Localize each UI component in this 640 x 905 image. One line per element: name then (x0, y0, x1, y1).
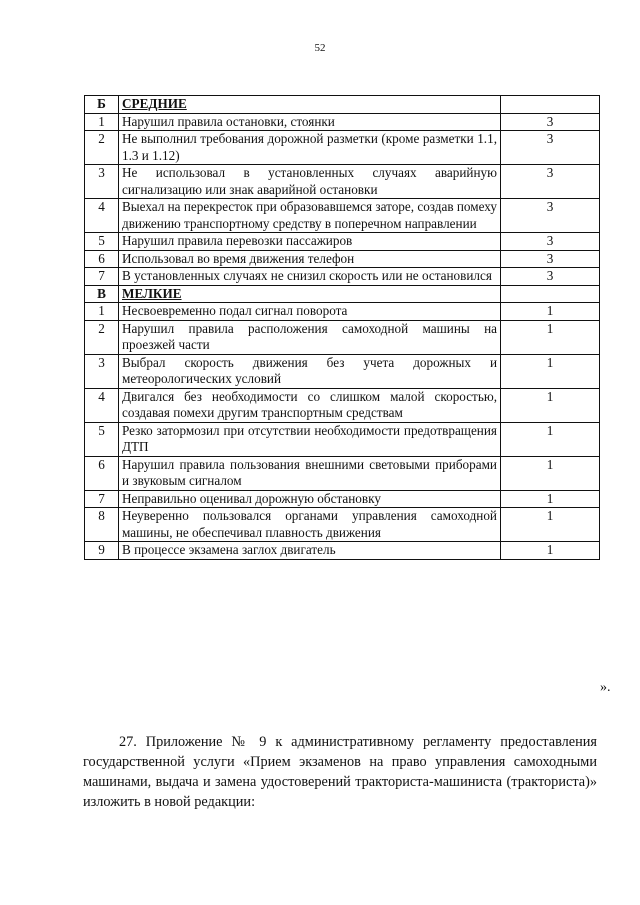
row-number: 1 (85, 113, 119, 131)
table-row (85, 490, 600, 508)
penalty-points: 3 (501, 131, 600, 165)
amendment-paragraph (83, 732, 597, 812)
penalty-points: 3 (501, 250, 600, 268)
table-row (85, 456, 600, 490)
penalty-points: 1 (501, 508, 600, 542)
row-number: 6 (85, 250, 119, 268)
violation-description: Нарушил правила перевозки пассажиров (119, 233, 501, 251)
violation-description: Резко затормозил при отсутствии необходимости предотвращения ДТП (119, 422, 501, 456)
penalty-points: 1 (501, 354, 600, 388)
row-number: 1 (85, 303, 119, 321)
penalty-points: 1 (501, 303, 600, 321)
violation-description: Неправильно оценивал дорожную обстановку (119, 490, 501, 508)
row-number: 5 (85, 422, 119, 456)
section-title: СРЕДНИЕ (119, 96, 501, 114)
violation-description: Несвоевременно подал сигнал поворота (119, 303, 501, 321)
section-score-cell (501, 285, 600, 303)
row-number: 6 (85, 456, 119, 490)
penalty-points: 1 (501, 422, 600, 456)
penalty-points: 1 (501, 542, 600, 560)
penalty-points: 3 (501, 268, 600, 286)
violation-description: Нарушил правила остановки, стоянки (119, 113, 501, 131)
violation-description: В установленных случаях не снизил скорость или не остановился (119, 268, 501, 286)
page-number: 52 (314, 42, 326, 54)
violations-table-body (85, 96, 600, 560)
row-number: 5 (85, 233, 119, 251)
row-number: 7 (85, 268, 119, 286)
row-number: 3 (85, 165, 119, 199)
violation-description: Не выполнил требования дорожной разметки (кроме разметки 1.1, 1.3 и 1.12) (119, 131, 501, 165)
row-number: 7 (85, 490, 119, 508)
violation-description: В процессе экзамена заглох двигатель (119, 542, 501, 560)
table-row (85, 250, 600, 268)
penalty-points: 3 (501, 165, 600, 199)
penalty-points: 3 (501, 113, 600, 131)
table-row (85, 320, 600, 354)
table-row (85, 542, 600, 560)
table-row (85, 131, 600, 165)
section-score-cell (501, 96, 600, 114)
penalty-points: 3 (501, 233, 600, 251)
violation-description: Неуверенно пользовался органами управления самоходной машины, не обеспечивал плавность движения (119, 508, 501, 542)
section-header-row (85, 285, 600, 303)
amendment-paragraph-text: 27. Приложение № 9 к административному регламенту предоставления государственной услуги «Прием экзаменов на право управления самоходными машинами, выдача и замена удостоверений тракториста-машиниста (тракториста)» изложить в новой редакции: (83, 734, 597, 811)
table-row (85, 508, 600, 542)
section-letter: Б (85, 96, 119, 114)
row-number: 8 (85, 508, 119, 542)
table-row (85, 268, 600, 286)
section-header-row (85, 96, 600, 114)
penalty-points: 1 (501, 490, 600, 508)
penalty-points: 1 (501, 320, 600, 354)
violation-description: Нарушил правила пользования внешними световыми приборами и звуковым сигналом (119, 456, 501, 490)
table-row (85, 388, 600, 422)
violation-description: Двигался без необходимости со слишком малой скоростью, создавая помехи другим транспортным средствам (119, 388, 501, 422)
row-number: 4 (85, 199, 119, 233)
section-title: МЕЛКИЕ (119, 285, 501, 303)
row-number: 4 (85, 388, 119, 422)
table-row (85, 165, 600, 199)
violation-description: Использовал во время движения телефон (119, 250, 501, 268)
section-letter: В (85, 285, 119, 303)
penalty-points: 1 (501, 456, 600, 490)
row-number: 2 (85, 131, 119, 165)
table-row (85, 303, 600, 321)
table-row (85, 422, 600, 456)
table-row (85, 354, 600, 388)
row-number: 9 (85, 542, 119, 560)
closing-quote-mark: ». (600, 680, 611, 695)
row-number: 2 (85, 320, 119, 354)
table-row (85, 199, 600, 233)
violations-table (84, 95, 600, 560)
table-row (85, 233, 600, 251)
penalty-points: 1 (501, 388, 600, 422)
table-row (85, 113, 600, 131)
penalty-points: 3 (501, 199, 600, 233)
violation-description: Не использовал в установленных случаях аварийную сигнализацию или знак аварийной остановки (119, 165, 501, 199)
violation-description: Выехал на перекресток при образовавшемся заторе, создав помеху движению транспортному средству в поперечном направлении (119, 199, 501, 233)
violation-description: Выбрал скорость движения без учета дорожных и метеорологических условий (119, 354, 501, 388)
violation-description: Нарушил правила расположения самоходной машины на проезжей части (119, 320, 501, 354)
row-number: 3 (85, 354, 119, 388)
